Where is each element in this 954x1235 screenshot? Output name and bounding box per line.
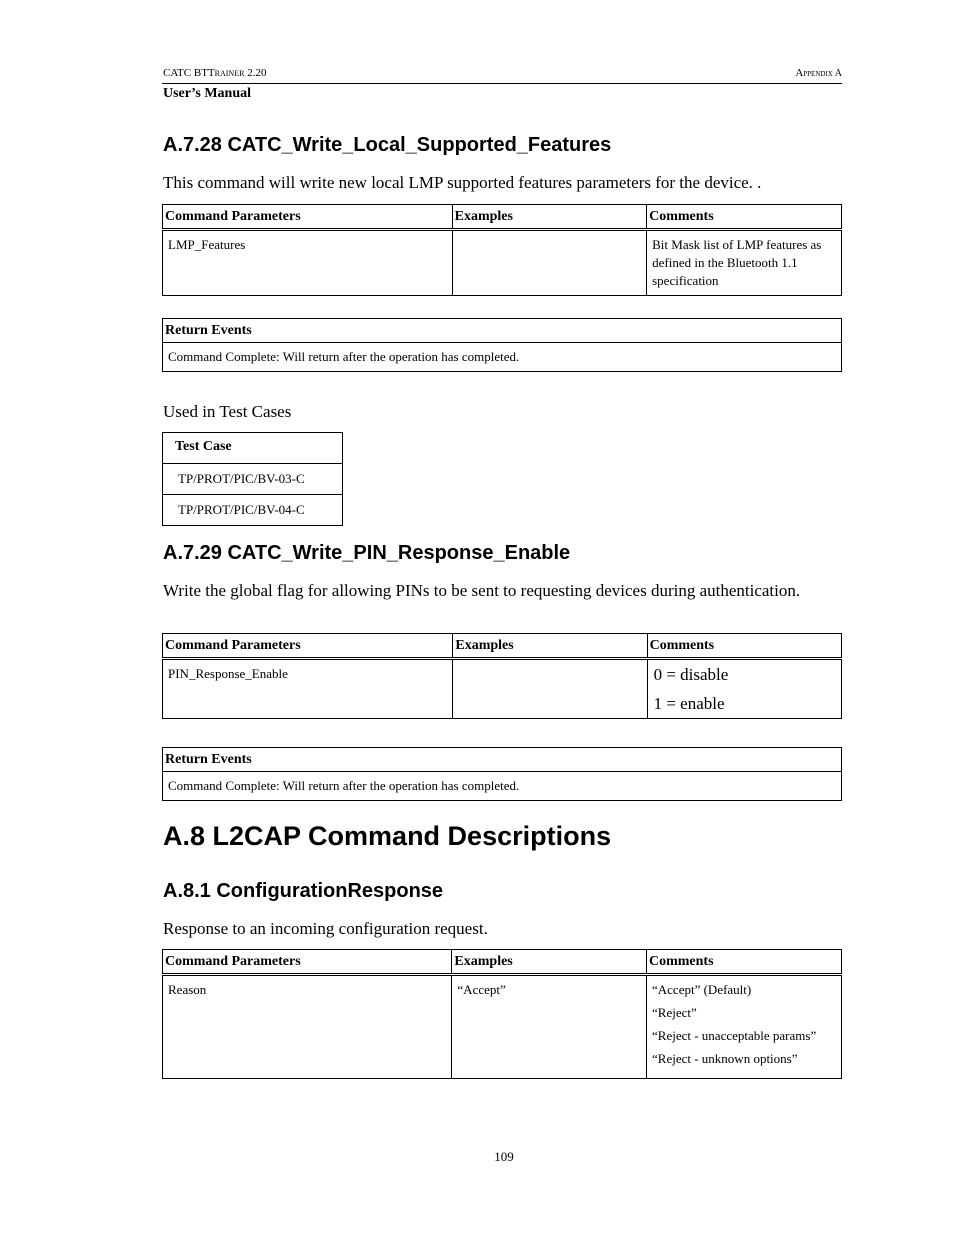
- example-cell: [453, 659, 647, 719]
- comment-line: 1 = enable: [653, 694, 725, 713]
- header-appendix-label: Appendix A: [795, 67, 842, 79]
- page-number: 109: [494, 1149, 514, 1164]
- return-events-header: Return Events: [163, 319, 842, 343]
- comment-line: “Reject - unknown options”: [652, 1051, 798, 1066]
- column-header: Command Parameters: [163, 205, 453, 230]
- comment-cell: [647, 659, 841, 719]
- column-header: Comments: [647, 950, 842, 975]
- section-title-a7-29: A.7.29 CATC_Write_PIN_Response_Enable: [163, 542, 571, 564]
- param-cell: LMP_Features: [163, 230, 453, 296]
- comment-line: “Reject - unacceptable params”: [652, 1028, 817, 1043]
- return-events-value: Command Complete: Will return after the operation has completed.: [163, 772, 842, 801]
- section-description: Response to an incoming configuration request.: [163, 919, 488, 938]
- example-cell: “Accept”: [452, 975, 647, 1079]
- column-header: Examples: [452, 950, 647, 975]
- comment-line: 0 = disable: [653, 665, 729, 684]
- test-case-row: TP/PROT/PIC/BV-03-C: [163, 464, 343, 495]
- section-description: Write the global flag for allowing PINs to be sent to requesting devices during authentication.: [163, 581, 801, 600]
- command-parameters-table: [162, 633, 842, 719]
- column-header: Examples: [452, 205, 647, 230]
- param-cell: PIN_Response_Enable: [163, 659, 453, 719]
- comment-line: “Reject”: [652, 1005, 697, 1020]
- comment-cell: [647, 975, 842, 1079]
- example-cell: [452, 230, 647, 296]
- comment-cell: Bit Mask list of LMP features as defined in the Bluetooth 1.1 specification: [647, 230, 842, 296]
- header-manual: User’s Manual: [163, 86, 252, 101]
- header-product: CATC BTTrainer 2.20: [163, 67, 267, 79]
- param-cell: Reason: [163, 975, 452, 1079]
- column-header: Command Parameters: [163, 950, 452, 975]
- section-description: This command will write new local LMP supported features parameters for the device. .: [163, 173, 762, 192]
- column-header: Command Parameters: [163, 634, 453, 659]
- used-in-test-cases-label: Used in Test Cases: [163, 402, 292, 421]
- return-events-header: Return Events: [163, 748, 842, 772]
- chapter-title-a8: A.8 L2CAP Command Descriptions: [163, 821, 612, 851]
- section-title-a7-28: A.7.28 CATC_Write_Local_Supported_Features: [163, 134, 612, 156]
- return-events-table: [162, 747, 842, 801]
- command-parameters-table: [162, 949, 842, 1079]
- return-events-value: Command Complete: Will return after the operation has completed.: [163, 343, 842, 372]
- comment-line: “Accept” (Default): [652, 982, 752, 997]
- column-header: Comments: [647, 205, 842, 230]
- command-parameters-table: [162, 204, 842, 296]
- header-rule: [162, 83, 842, 84]
- column-header: Examples: [453, 634, 647, 659]
- test-case-table: [162, 432, 343, 526]
- column-header: Comments: [647, 634, 841, 659]
- test-case-header: Test Case: [163, 433, 343, 464]
- test-case-row: TP/PROT/PIC/BV-04-C: [163, 495, 343, 526]
- return-events-table: [162, 318, 842, 372]
- section-title-a8-1: A.8.1 ConfigurationResponse: [163, 880, 444, 902]
